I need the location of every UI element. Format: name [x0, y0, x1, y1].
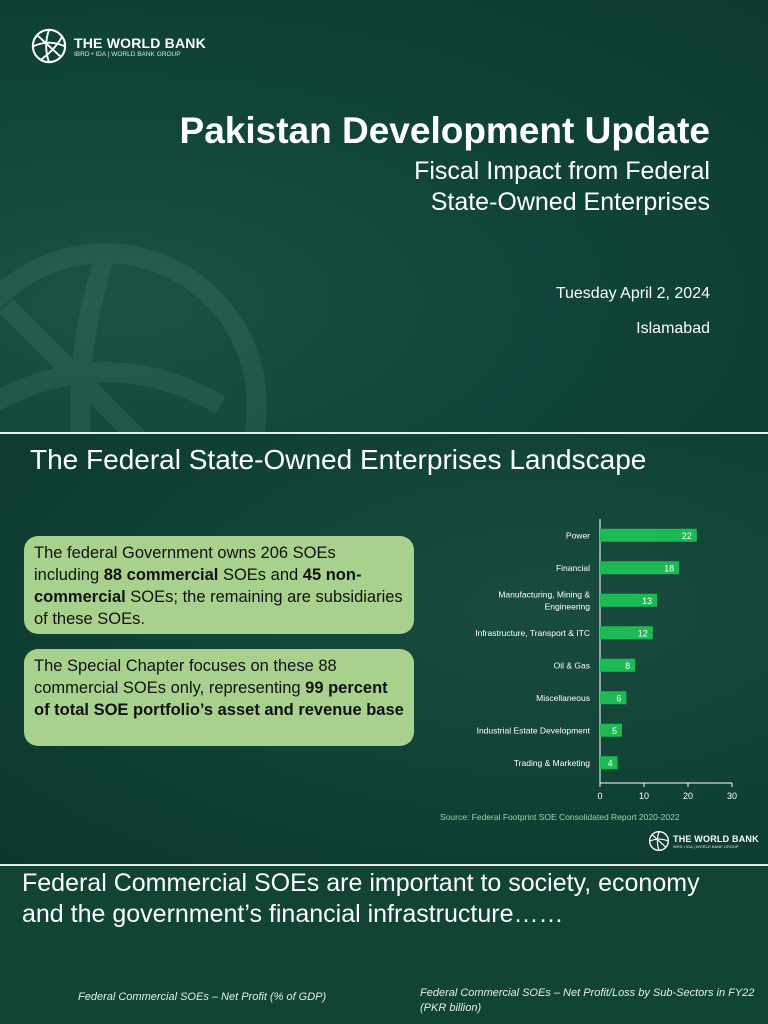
callout-text: The federal Government owns 206 SOEs including	[34, 544, 336, 584]
event-place: Islamabad	[636, 320, 710, 337]
event-date: Tuesday April 2, 2024	[555, 285, 710, 302]
callout-text: SOEs; the remaining are subsidiaries of these SOEs.	[34, 588, 403, 628]
logo-name: THE WORLD BANK	[673, 833, 759, 844]
callout-bold: 99 percent of total SOE portfolio’s asset and revenue base	[34, 679, 404, 719]
callout-text: The Special Chapter focuses on these 88 commercial SOEs only, representing	[34, 657, 337, 697]
globe-icon	[648, 830, 670, 852]
category-label: Trading & Marketing	[513, 757, 590, 768]
category-label: Miscellaneous	[536, 692, 590, 703]
logo-name: THE WORLD BANK	[74, 34, 206, 51]
logo-subtitle: IBRD • IDA | WORLD BANK GROUP	[673, 843, 739, 849]
globe-icon	[30, 27, 68, 65]
data-label: 8	[625, 660, 631, 671]
x-tick-label: 20	[682, 791, 694, 799]
landscape-slide	[0, 434, 768, 864]
slide-title: Federal Commercial SOEs are important to society, economy and the government’s financial infrastructure……	[22, 869, 700, 928]
x-tick-label: 30	[726, 791, 738, 799]
soe-count-bar-chart	[440, 519, 750, 799]
subtitle-line-2: State-Owned Enterprises	[430, 188, 710, 216]
title-slide	[0, 0, 768, 432]
chart-caption-net-profit: Federal Commercial SOEs – Net Profit (% of GDP)	[78, 991, 327, 1003]
category-label: Industrial Estate Development	[476, 725, 590, 736]
large-globe-watermark-icon	[0, 240, 270, 432]
chart-source: Source: Federal Footprint SOE Consolidated Report 2020-2022	[440, 812, 680, 822]
bar	[600, 691, 626, 704]
data-label: 18	[664, 563, 675, 574]
subtitle	[414, 156, 710, 218]
data-label: 5	[611, 725, 617, 736]
focus-callout	[24, 649, 414, 746]
subtitle-line-1: Fiscal Impact from Federal	[414, 157, 710, 185]
world-bank-logo	[30, 27, 206, 65]
page-title: Pakistan Development Update	[179, 110, 710, 151]
callout-bold: 45 non-commercial	[34, 566, 362, 606]
category-label: Financial	[555, 562, 590, 573]
x-tick-label: 0	[597, 791, 603, 799]
x-tick-label: 10	[638, 791, 650, 799]
callout-text: SOEs and	[218, 566, 303, 584]
data-label: 13	[642, 595, 653, 606]
logo-subtitle: IBRD • IDA | WORLD BANK GROUP	[74, 50, 181, 58]
category-label: Oil & Gas	[553, 660, 590, 671]
data-label: 12	[637, 628, 648, 639]
importance-slide	[0, 866, 768, 1024]
data-label: 22	[681, 530, 692, 541]
category-label: Manufacturing, Mining &	[498, 589, 590, 600]
data-label: 4	[607, 758, 613, 769]
data-label: 6	[616, 693, 622, 704]
slide-title: The Federal State-Owned Enterprises Landscape	[30, 444, 647, 475]
world-bank-logo-small	[648, 830, 759, 852]
ownership-callout	[24, 536, 414, 634]
category-label: Engineering	[544, 601, 590, 612]
category-label: Infrastructure, Transport & ITC	[475, 627, 590, 638]
callout-bold: 88 commercial	[103, 566, 219, 584]
category-label: Power	[565, 530, 590, 541]
chart-caption-sub-sectors: Federal Commercial SOEs – Net Profit/Loss by Sub-Sectors in FY22 (PKR billion)	[420, 987, 755, 1014]
